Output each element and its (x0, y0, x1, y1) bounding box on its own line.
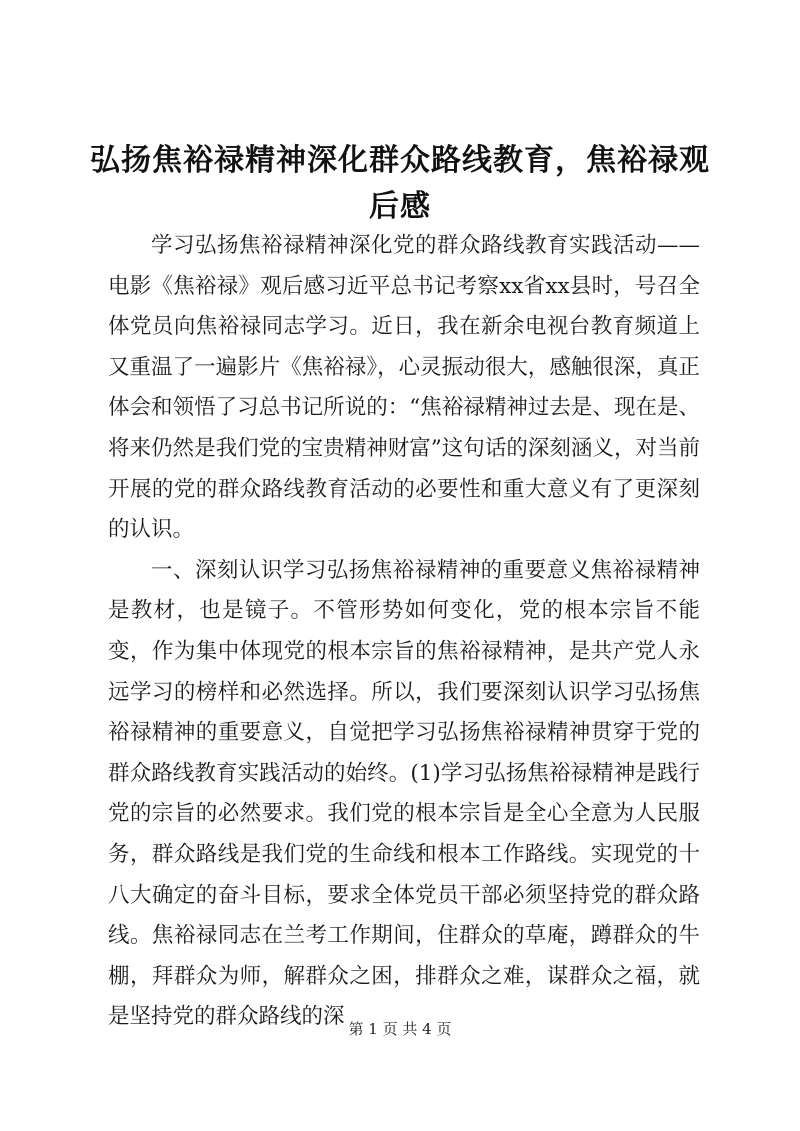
paragraph-intro: 学习弘扬焦裕禄精神深化党的群众路线教育实践活动——电影《焦裕禄》观后感习近平总书记考察xx省xx县时，号召全体党员向焦裕禄同志学习。近日，我在新余电视台教育频道上又重温了一遍影片《焦裕禄》，心灵振动很大，感触很深，真正体会和领悟了习总书记所说的：“焦裕禄精神过去是、现在是、将来仍然是我们党的宝贵精神财富”这句话的深刻涵义，对当前开展的党的群众路线教育活动的必要性和重大意义有了更深刻的认识。 (108, 233, 700, 543)
document-title: 弘扬焦裕禄精神深化群众路线教育，焦裕禄观后感 (90, 143, 710, 224)
document-body (108, 226, 700, 1038)
paragraph-section-one: 一、深刻认识学习弘扬焦裕禄精神的重要意义焦裕禄精神是教材，也是镜子。不管形势如何变化，党的根本宗旨不能变，作为集中体现党的根本宗旨的焦裕禄精神，是共产党人永远学习的榜样和必然选择。所以，我们要深刻认识学习弘扬焦裕禄精神的重要意义，自觉把学习弘扬焦裕禄精神贯穿于党的群众路线教育实践活动的始终。(1)学习弘扬焦裕禄精神是践行党的宗旨的必然要求。我们党的根本宗旨是全心全意为人民服务，群众路线是我们党的生命线和根本工作路线。实现党的十八大确定的奋斗目标，要求全体党员干部必须坚持党的群众路线。焦裕禄同志在兰考工作期间，住群众的草庵，蹲群众的牛棚，拜群众为师，解群众之困，排群众之难，谋群众之福，就是坚持党的群众路线的深 (108, 557, 700, 1030)
page-number-footer: 第 1 页 共 4 页 (348, 1020, 452, 1038)
